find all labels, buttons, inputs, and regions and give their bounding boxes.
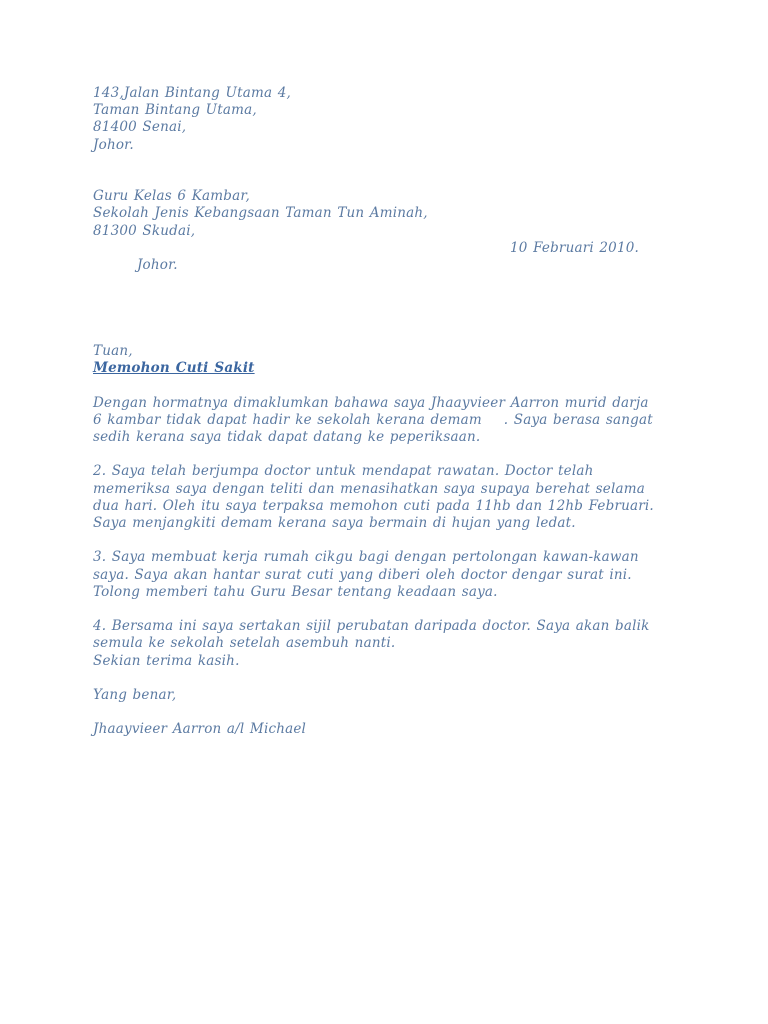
paragraph-line: Dengan hormatnya dimaklumkan bahawa saya Jhaayvieer Aarron murid darja	[93, 394, 649, 411]
signature-block	[93, 721, 693, 738]
paragraph-line: sedih kerana saya tidak dapat datang ke peperiksaan.	[93, 429, 481, 446]
subject-line: Memohon Cuti Sakit	[93, 360, 255, 377]
paragraph-line: saya. Saya akan hantar surat cuti yang diberi oleh doctor dengar surat ini.	[93, 566, 632, 583]
body-paragraph	[93, 395, 693, 447]
paragraph-line: Sekian terima kasih.	[93, 652, 240, 669]
paragraph-line: 3. Saya membuat kerja rumah cikgu bagi dengan pertolongan kawan-kawan	[93, 549, 639, 566]
sender-address-line: 81400 Senai,	[93, 119, 187, 136]
sender-address	[93, 85, 693, 154]
letter-date: 10 Februari 2010.	[510, 239, 640, 256]
salutation: Tuan,	[93, 343, 133, 360]
paragraph-line: semula ke sekolah setelah asembuh nanti.	[93, 635, 396, 652]
body-paragraph	[93, 618, 693, 670]
letter-body	[93, 85, 693, 739]
body-paragraph	[93, 463, 693, 532]
recipient-address-line: Sekolah Jenis Kebangsaan Taman Tun Aminah,	[93, 205, 428, 222]
paragraph-line: 6 kambar tidak dapat hadir ke sekolah kerana demam . Saya berasa sangat	[93, 411, 653, 428]
closing-block	[93, 687, 693, 704]
sender-address-line: Johor.	[93, 136, 134, 153]
paragraph-line: dua hari. Oleh itu saya terpaksa memohon cuti pada 11hb dan 12hb Februari.	[93, 497, 654, 514]
paragraph-line: Tolong memberi tahu Guru Besar tentang keadaan saya.	[93, 583, 498, 600]
paragraph-line: memeriksa saya dengan teliti dan menasihatkan saya supaya berehat selama	[93, 480, 645, 497]
paragraph-line: 4. Bersama ini saya sertakan sijil perubatan daripada doctor. Saya akan balik	[93, 618, 650, 635]
paragraph-line: Saya menjangkiti demam kerana saya bermain di hujan yang ledat.	[93, 515, 576, 532]
salutation-block	[93, 343, 693, 377]
recipient-address-line	[93, 240, 693, 309]
signature-name: Jhaayvieer Aarron a/l Michael	[93, 721, 307, 738]
closing: Yang benar,	[93, 687, 177, 703]
body-paragraph	[93, 549, 693, 601]
paragraph-line: 2. Saya telah berjumpa doctor untuk mendapat rawatan. Doctor telah	[93, 463, 594, 480]
sender-address-line: Taman Bintang Utama,	[93, 102, 257, 119]
recipient-address-last-line: Johor.	[136, 257, 178, 274]
recipient-address	[93, 188, 693, 308]
sender-address-line: 143,Jalan Bintang Utama 4,	[93, 85, 291, 101]
recipient-address-line: 81300 Skudai,	[93, 222, 196, 239]
recipient-address-line: Guru Kelas 6 Kambar,	[93, 188, 250, 205]
